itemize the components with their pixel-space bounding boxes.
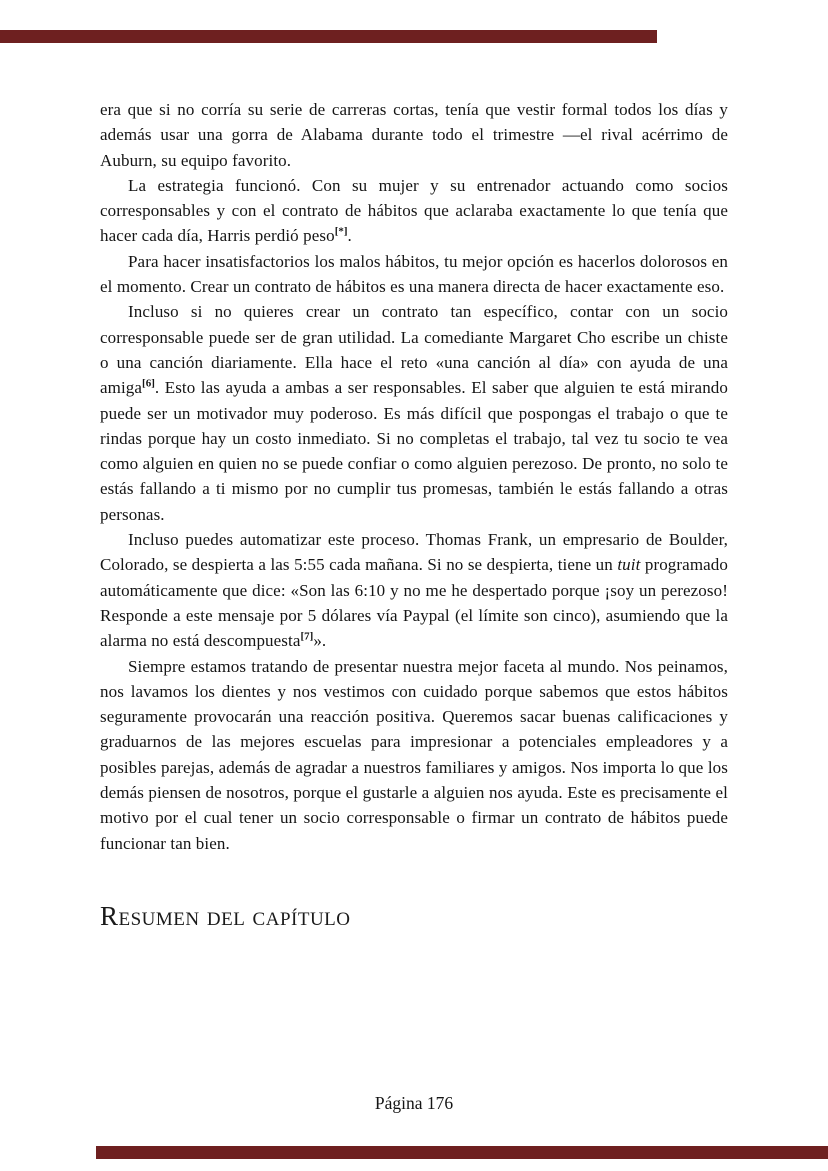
paragraph bbox=[100, 527, 728, 653]
text-run: La estrategia funcionó. Con su mujer y su entrenador actuando como socios corresponsables y con el contrato de hábitos que aclaraba exactamente lo que tenía que hacer cada día, Harris perdió peso bbox=[100, 175, 728, 246]
paragraph bbox=[100, 173, 728, 249]
footnote-ref[interactable]: [*] bbox=[334, 225, 348, 238]
text-run: programado automáticamente que dice: «Son las 6:10 y no me he despertado porque ¡soy un perezoso! Responde a este mensaje por 5 dólares vía Paypal (el límite son cinco), asumiendo que la alarma no está descompuesta bbox=[100, 555, 728, 651]
paragraph bbox=[100, 654, 728, 856]
paragraph bbox=[100, 249, 728, 300]
text-run: Incluso si no quieres crear un contrato tan específico, contar con un socio corresponsable puede ser de gran utilidad. La comediante Margaret Cho escribe un chiste o una canción diariamente. Ella hace el reto «una canción al día» con ayuda de una amiga bbox=[100, 302, 728, 398]
top-edge-bar bbox=[0, 30, 657, 43]
text-run: . Esto las ayuda a ambas a ser responsables. El saber que alguien te está mirando puede ser un motivador muy poderoso. Es más difícil que pospongas el trabajo o que te rindas porque hay un costo inmediato. Si no completas el trabajo, tal vez tu socio te vea como alguien en quien no se puede confiar o como alguien perezoso. De pronto, no solo te estás fallando a ti mismo por no cumplir tus promesas, también le estás fallando a otras personas. bbox=[100, 378, 728, 524]
footnote-ref[interactable]: [7] bbox=[300, 630, 314, 643]
text-run: Incluso puedes automatizar este proceso. Thomas Frank, un empresario de Boulder, Colorado, se despierta a las 5:55 cada mañana. Si no se despierta, tiene un bbox=[100, 530, 728, 575]
text-run: . bbox=[347, 226, 352, 246]
bottom-edge-bar bbox=[96, 1146, 828, 1159]
chapter-summary-heading: Resumen del capítulo bbox=[100, 900, 351, 931]
text-run: Para hacer insatisfactorios los malos hábitos, tu mejor opción es hacerlos dolorosos en el momento. Crear un contrato de hábitos es una manera directa de hacer exactamente eso. bbox=[100, 251, 728, 297]
page-number: Página 176 bbox=[374, 1093, 454, 1113]
paragraphs-container bbox=[100, 97, 728, 856]
page-text bbox=[100, 97, 728, 931]
italic-text: tuit bbox=[617, 555, 641, 575]
text-run: Siempre estamos tratando de presentar nuestra mejor faceta al mundo. Nos peinamos, nos lavamos los dientes y nos vestimos con cuidado porque sabemos que estos hábitos seguramente provocarán una reacción positiva. Queremos sacar buenas calificaciones y graduarnos de las mejores escuelas para impresionar a potenciales empleadores y a posibles parejas, además de agradar a nuestros familiares y amigos. Nos importa lo que los demás piensen de nosotros, porque el gustarle a alguien nos ayuda. Este es precisamente el motivo por el cual tener un socio corresponsable o firmar un contrato de hábitos puede funcionar tan bien. bbox=[100, 656, 728, 853]
paragraph bbox=[100, 97, 728, 173]
text-run: ». bbox=[313, 631, 327, 651]
text-run: era que si no corría su serie de carreras cortas, tenía que vestir formal todos los días y además usar una gorra de Alabama durante todo el trimestre —el rival acérrimo de Auburn, su equipo favorito. bbox=[100, 100, 728, 170]
footnote-ref[interactable]: [6] bbox=[142, 377, 155, 390]
paragraph bbox=[100, 299, 728, 527]
